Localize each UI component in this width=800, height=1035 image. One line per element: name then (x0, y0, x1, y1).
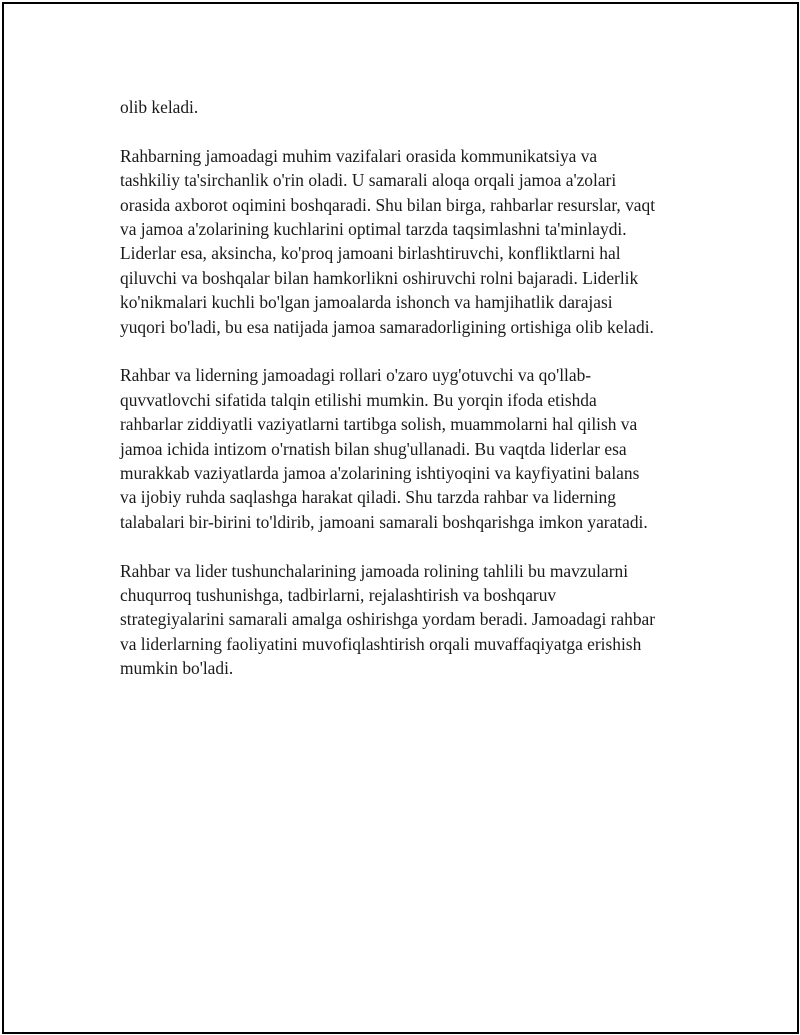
document-page (2, 2, 799, 1034)
text-line: talabalari bir-birini to'ldirib, jamoani samarali boshqarishga imkon yaratadi. (120, 511, 648, 532)
text-line: va ijobiy ruhda saqlashga harakat qiladi. Shu tarzda rahbar va liderning (120, 487, 616, 508)
text-line: quvvatlovchi sifatida talqin etilishi mumkin. Bu yorqin ifoda etishda (120, 389, 597, 410)
paragraph-2 (120, 144, 700, 339)
text-line: chuqurroq tushunishga, tadbirlarni, rejalashtirish va boshqaruv (120, 585, 557, 606)
text-line: va jamoa a'zolarining kuchlarini optimal tarzda taqsimlashni ta'minlaydi. (120, 219, 627, 240)
text-line: Rahbar va lider tushunchalarining jamoada rolining tahlili bu mavzularni (120, 560, 629, 581)
text-line: jamoa ichida intizom o'rnatish bilan shug'ullanadi. Bu vaqtda liderlar esa (120, 438, 627, 459)
text-line: ko'nikmalari kuchli bo'lgan jamoalarda ishonch va hamjihatlik darajasi (120, 292, 613, 313)
text-line: strategiyalarini samarali amalga oshirishga yordam beradi. Jamoadagi rahbar (120, 609, 656, 630)
paragraph-4 (120, 559, 700, 681)
text-line: Rahbar va liderning jamoadagi rollari o'zaro uyg'otuvchi va qo'llab- (120, 365, 592, 386)
paragraph-3 (120, 363, 700, 534)
text-line: olib keladi. (120, 97, 199, 117)
text-line: orasida axborot oqimini boshqaradi. Shu bilan birga, rahbarlar resurslar, vaqt (120, 194, 656, 215)
text-line: mumkin bo'ladi. (120, 658, 234, 679)
document-body (120, 95, 700, 705)
paragraph-1 (120, 95, 700, 119)
text-line: yuqori bo'ladi, bu esa natijada jamoa samaradorligining ortishiga olib keladi. (120, 316, 654, 337)
text-line: Liderlar esa, aksincha, ko'proq jamoani birlashtiruvchi, konfliktlarni hal (120, 243, 621, 264)
text-line: qiluvchi va boshqalar bilan hamkorlikni oshiruvchi rolni bajaradi. Liderlik (120, 267, 639, 288)
text-line: Rahbarning jamoadagi muhim vazifalari orasida kommunikatsiya va (120, 145, 598, 166)
text-line: rahbarlar ziddiyatli vaziyatlarni tartibga solish, muammolarni hal qilish va (120, 414, 638, 435)
text-line: tashkiliy ta'sirchanlik o'rin oladi. U samarali aloqa orqali jamoa a'zolari (120, 170, 617, 191)
text-line: va liderlarning faoliyatini muvofiqlashtirish orqali muvaffaqiyatga erishish (120, 633, 642, 654)
text-line: murakkab vaziyatlarda jamoa a'zolarining ishtiyoqini va kayfiyatini balans (120, 463, 640, 484)
